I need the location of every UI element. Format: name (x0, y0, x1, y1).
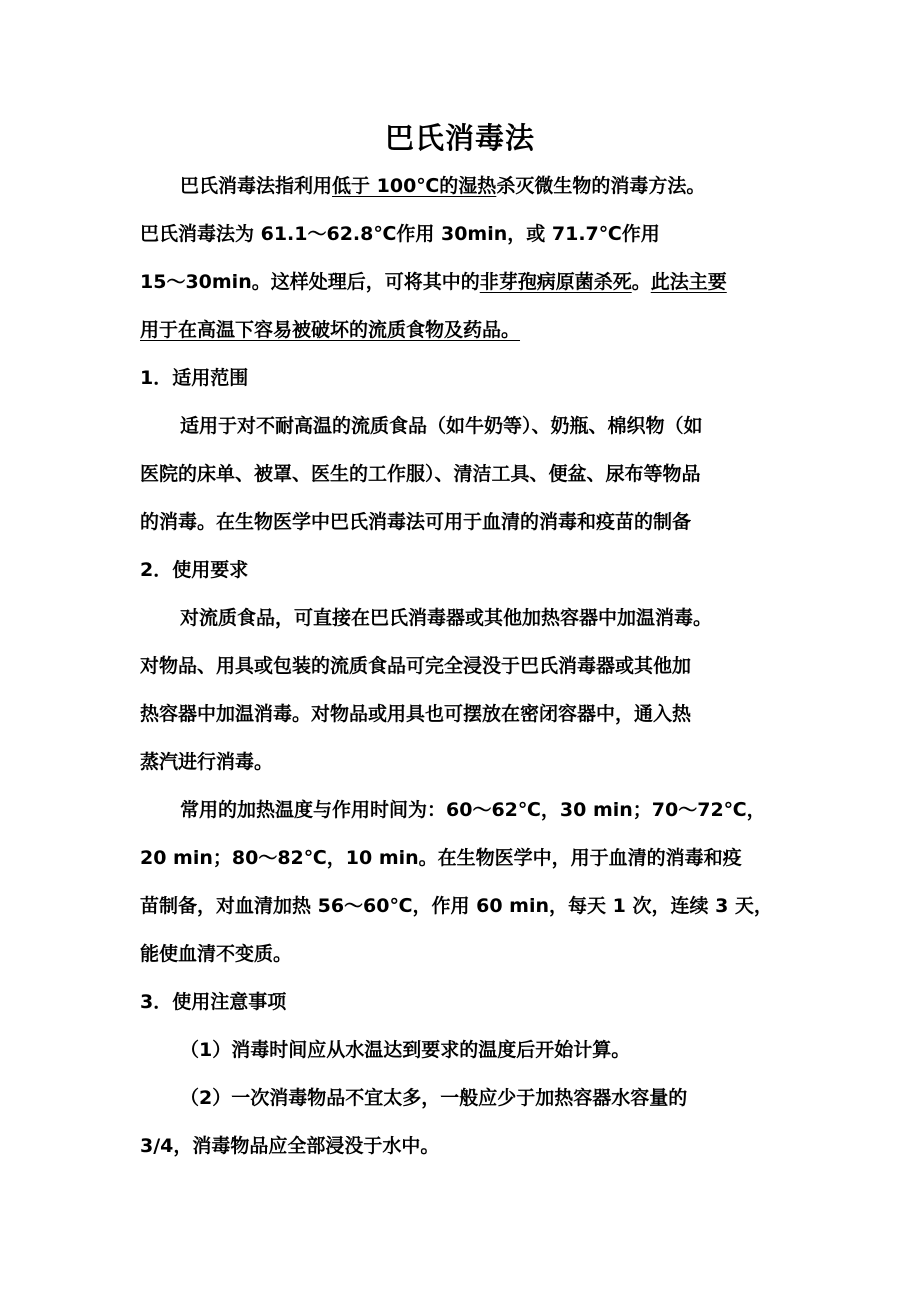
intro-text: 15～30min。这样处理后，可将其中的 (140, 271, 480, 293)
section-3-heading: 3．使用注意事项 (140, 991, 287, 1013)
intro-line-4 (140, 316, 520, 344)
underlined-text: 低于 100℃的湿热 (332, 175, 497, 197)
intro-line-2: 巴氏消毒法为 61.1～62.8℃作用 30min，或 71.7℃作用 (140, 223, 660, 245)
section-2-para-1-line-4: 蒸汽进行消毒。 (140, 751, 274, 773)
underlined-text: 非芽孢病原菌杀死 (479, 271, 632, 293)
section-2-para-1-line-1: 对流质食品，可直接在巴氏消毒器或其他加热容器中加温消毒。 (180, 607, 713, 629)
underlined-text: 此法主要 (650, 271, 727, 293)
section-2-heading: 2．使用要求 (140, 559, 249, 581)
section-2-para-2-line-4: 能使血清不变质。 (140, 943, 293, 965)
intro-text: 杀灭微生物的消毒方法。 (496, 175, 706, 197)
intro-text: 巴氏消毒法指利用 (180, 175, 333, 197)
intro-line-1 (180, 172, 705, 200)
section-3-item-2-line-1: （2）一次消毒物品不宜太多，一般应少于加热容器水容量的 (180, 1087, 688, 1109)
underlined-text: 用于在高温下容易被破坏的流质食物及药品。 (140, 319, 521, 341)
section-2-para-2-line-2: 20 min；80～82℃，10 min。在生物医学中，用于血清的消毒和疫 (140, 847, 742, 869)
section-1-line-1: 适用于对不耐高温的流质食品（如牛奶等）、奶瓶、棉织物（如 (180, 415, 703, 437)
section-1-heading: 1．适用范围 (140, 367, 249, 389)
section-2-para-1-line-2: 对物品、用具或包装的流质食品可完全浸没于巴氏消毒器或其他加 (140, 655, 692, 677)
section-1-line-2: 医院的床单、被罩、医生的工作服）、清洁工具、便盆、尿布等物品 (140, 463, 701, 485)
section-3-item-1: （1）消毒时间应从水温达到要求的温度后开始计算。 (180, 1039, 631, 1061)
section-2-para-1-line-3: 热容器中加温消毒。对物品或用具也可摆放在密闭容器中，通入热 (140, 703, 692, 725)
document-title: 巴氏消毒法 (384, 121, 535, 155)
section-2-para-2-line-1: 常用的加热温度与作用时间为：60～62℃，30 min；70～72℃， (180, 799, 766, 821)
section-2-para-2-line-3: 苗制备，对血清加热 56～60℃，作用 60 min，每天 1 次，连续 3 天， (140, 895, 773, 917)
intro-line-3 (140, 268, 727, 296)
section-1-line-3: 的消毒。在生物医学中巴氏消毒法可用于血清的消毒和疫苗的制备 (140, 511, 692, 533)
section-3-item-2-line-2: 3/4，消毒物品应全部浸没于水中。 (140, 1135, 440, 1157)
intro-text: 。 (631, 271, 651, 293)
